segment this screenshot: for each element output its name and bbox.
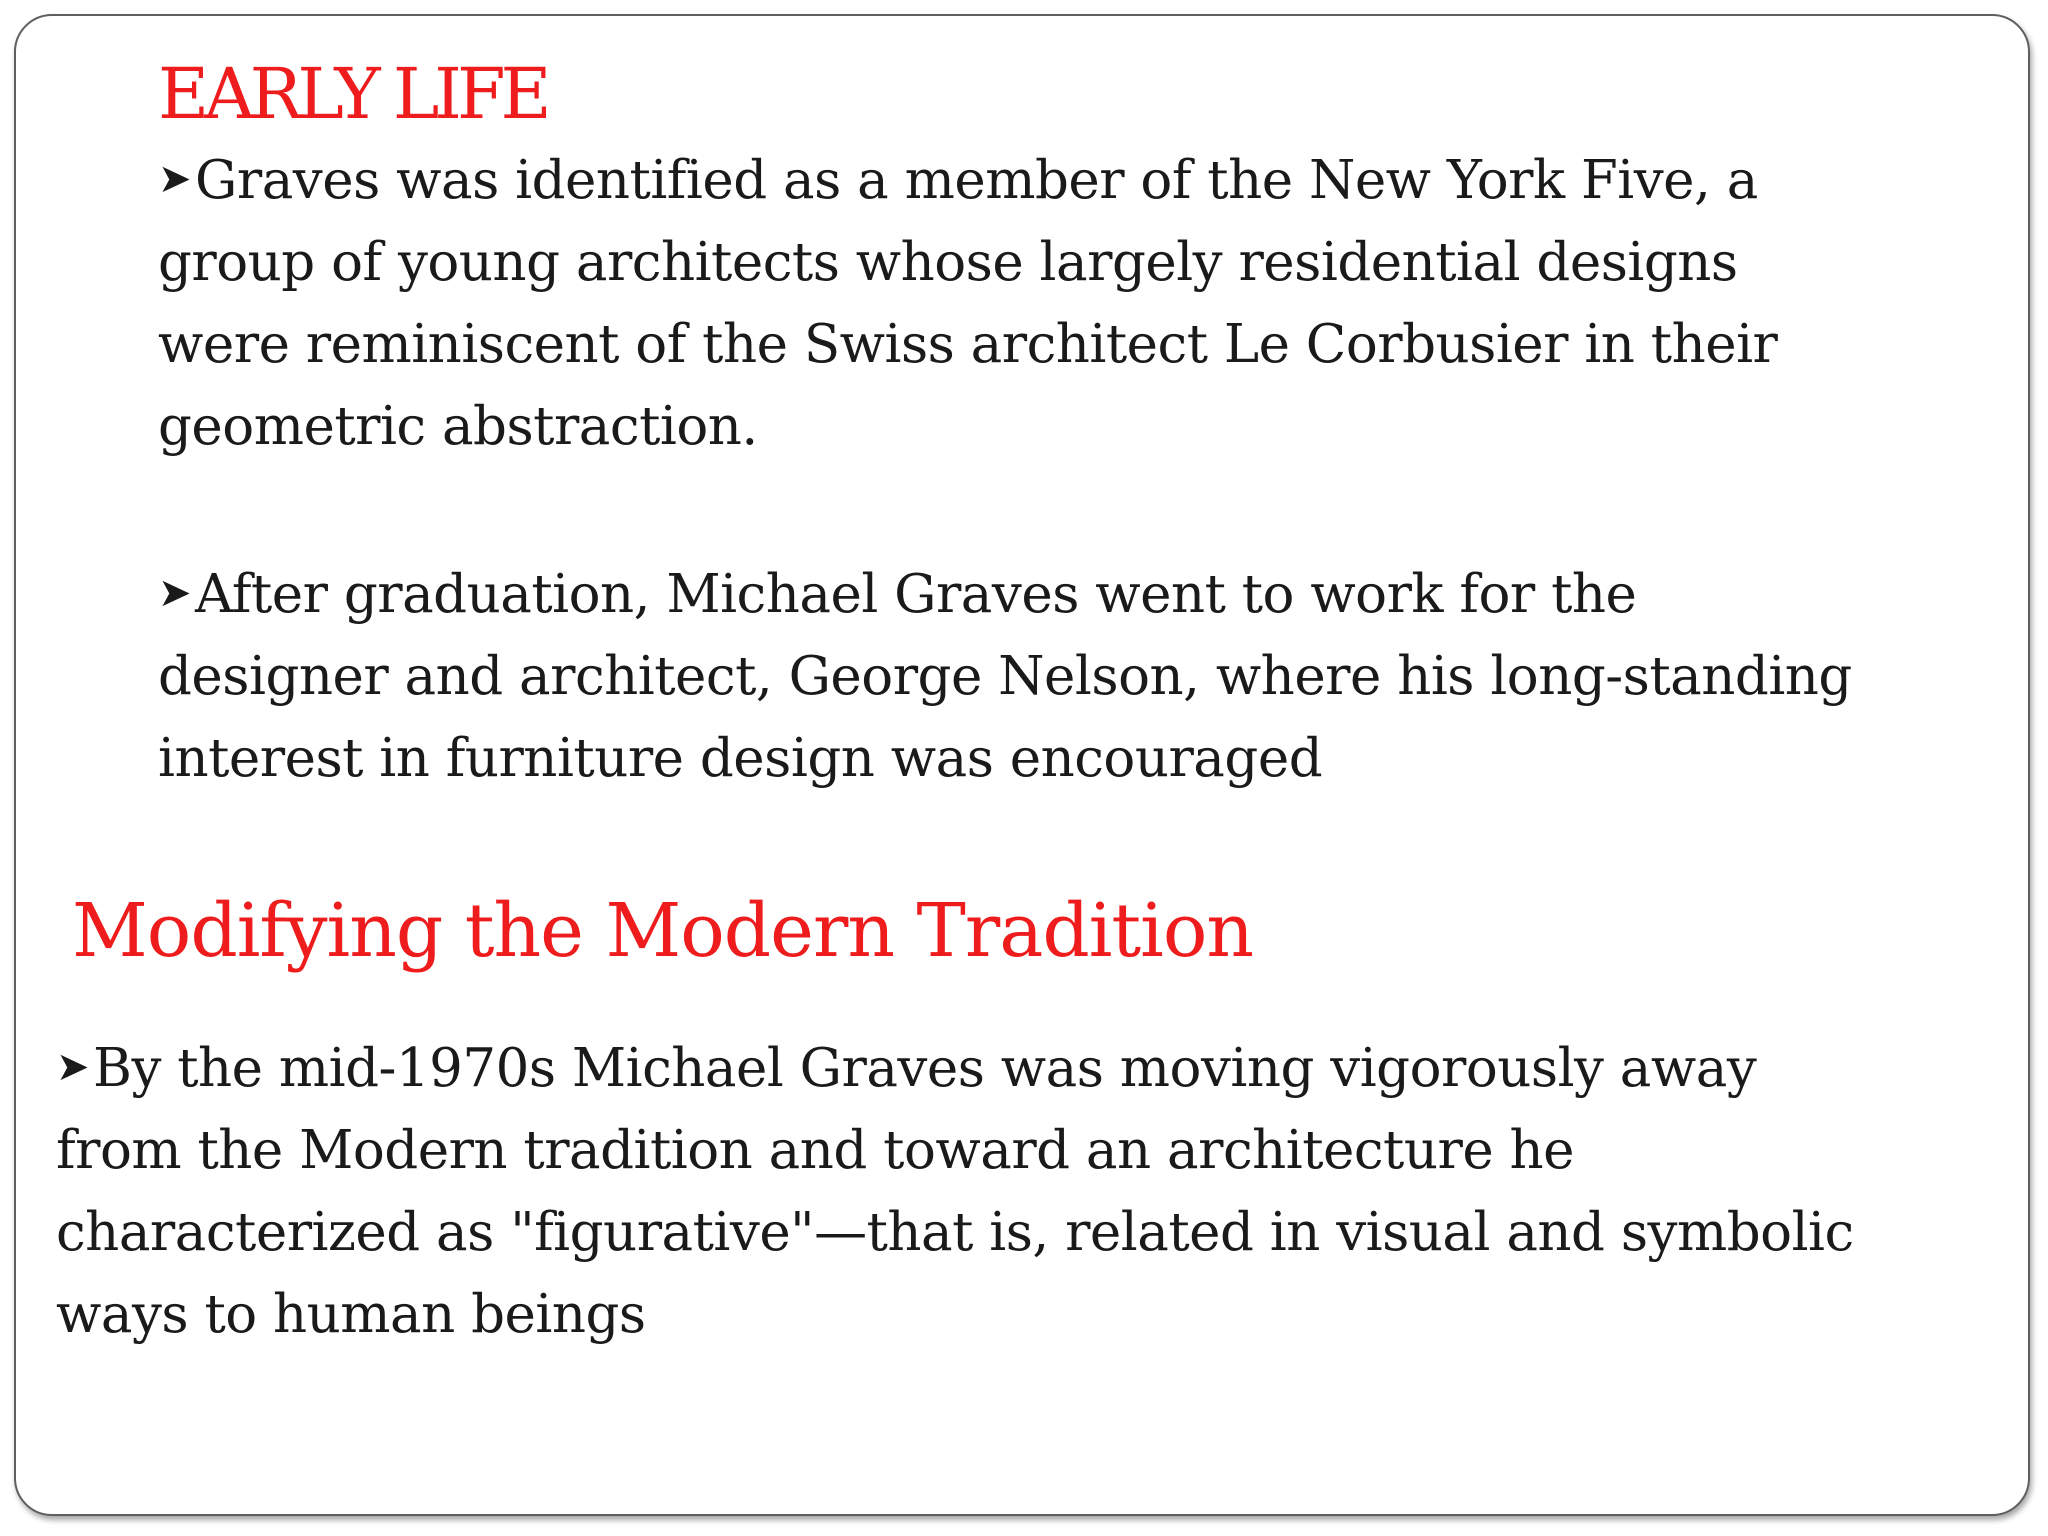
heading-modifying-modern-tradition: Modifying the Modern Tradition [72,888,1254,974]
heading-early-life: EARLY LIFE [158,53,547,135]
bullet-text: After graduation, Michael Graves went to work for the designer and architect, George Nelson, where his long-standing interest in furniture design was encouraged [158,564,1852,789]
bullet-paragraph-new-york-five [158,138,1858,468]
bullet-paragraph-figurative [56,1026,1856,1356]
bullet-text: By the mid-1970s Michael Graves was moving vigorously away from the Modern tradition and toward an architecture he characterized as "figurative"—that is, related in visual and symbolic ways to human beings [56,1038,1854,1345]
arrowhead-bullet-icon: ➤ [56,1044,90,1090]
arrowhead-bullet-icon: ➤ [158,570,192,616]
bullet-paragraph-george-nelson [158,552,1858,800]
arrowhead-bullet-icon: ➤ [158,156,192,202]
bullet-text: Graves was identified as a member of the New York Five, a group of young architects whose largely residential designs were reminiscent of the Swiss architect Le Corbusier in their geometric abstraction. [158,150,1778,457]
